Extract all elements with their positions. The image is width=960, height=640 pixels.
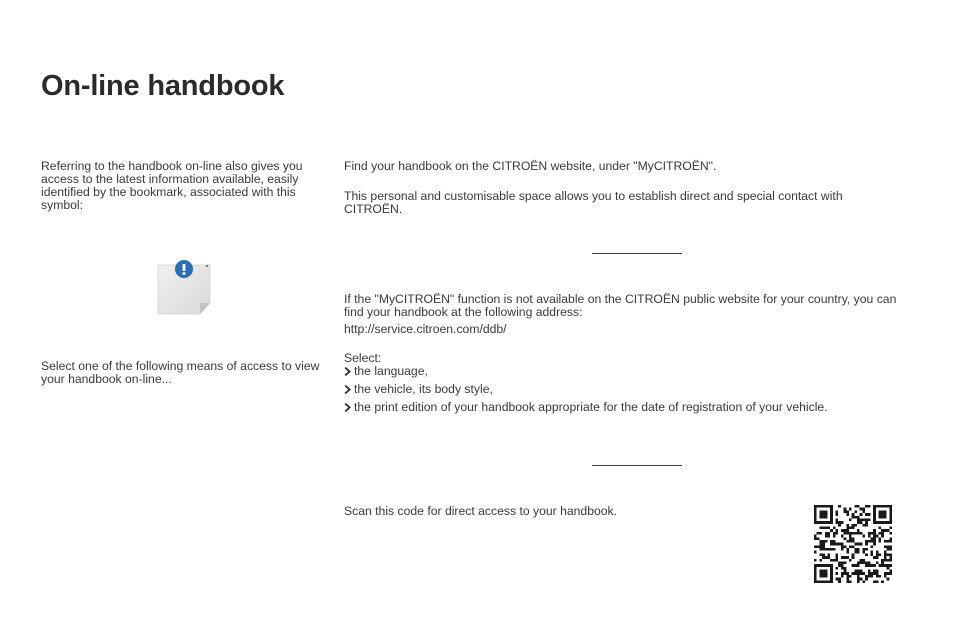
- find-handbook-text: Find your handbook on the CITROËN website, under "MyCITROËN".: [344, 159, 717, 173]
- select-list: [344, 365, 828, 419]
- qr-code-icon[interactable]: [814, 505, 892, 583]
- list-item: [344, 365, 828, 378]
- section-divider: [592, 253, 682, 254]
- intro-text: Referring to the handbook on-line also gives you access to the latest information available, easily identified by the bookmark, associated with this symbol:: [41, 159, 303, 212]
- chevron-right-icon: [344, 367, 351, 376]
- personal-space-text: This personal and customisable space allows you to establish direct and special contact with CITROËN.: [344, 189, 843, 216]
- list-item-label: the language,: [354, 364, 428, 378]
- list-item-label: the vehicle, its body style,: [354, 382, 493, 396]
- select-label: Select:: [344, 351, 382, 365]
- chevron-right-icon: [344, 385, 351, 394]
- section-divider: [592, 465, 682, 466]
- handbook-url[interactable]: http://service.citroen.com/ddb/: [344, 322, 507, 336]
- list-item: [344, 401, 828, 414]
- select-means-text: Select one of the following means of access to view your handbook on-line...: [41, 359, 320, 386]
- chevron-right-icon: [344, 403, 351, 412]
- list-item: [344, 383, 828, 396]
- fallback-text: If the "MyCITROËN" function is not available on the CITROËN public website for your country, you can find your handbook at the following address:: [344, 292, 897, 319]
- list-item-label: the print edition of your handbook appropriate for the date of registration of your vehicle.: [354, 400, 828, 414]
- bookmark-info-icon: [156, 259, 212, 315]
- page-title: On-line handbook: [41, 70, 285, 102]
- scan-text: Scan this code for direct access to your handbook.: [344, 504, 618, 518]
